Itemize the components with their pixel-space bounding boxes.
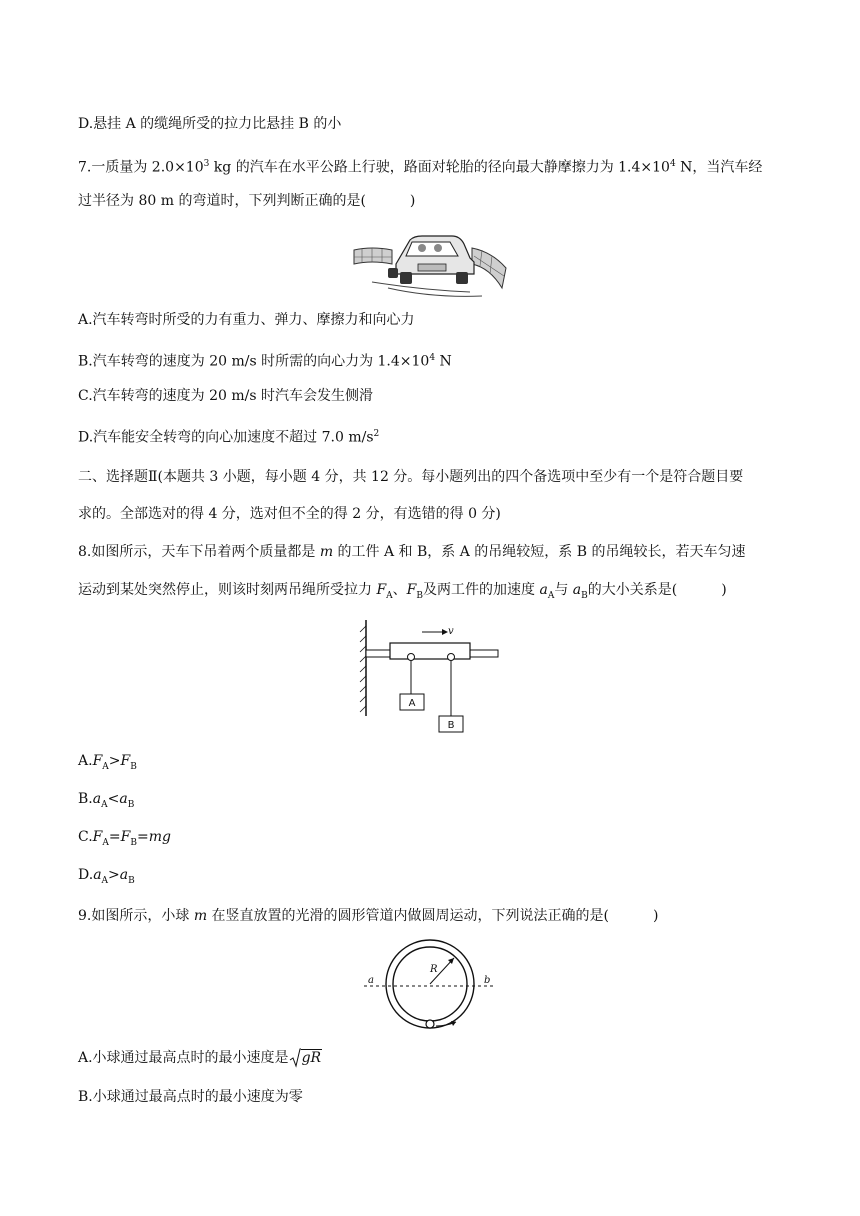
q8-opt-d-prefix: D. bbox=[78, 867, 94, 883]
q8-lt: < bbox=[107, 791, 120, 807]
q8-mass-symbol: m bbox=[319, 544, 334, 560]
q7-option-a: A.汽车转弯时所受的力有重力、弹力、摩擦力和向心力 bbox=[78, 312, 415, 328]
crane-figure bbox=[356, 618, 506, 736]
q8-sub-a: A bbox=[101, 875, 109, 886]
q9-close: ) bbox=[653, 908, 659, 924]
q7-stem-b: kg 的汽车在水平公路上行驶，路面对轮胎的径向最大静摩擦力为 1.4×10 bbox=[209, 159, 670, 176]
crane-diagram bbox=[356, 618, 506, 736]
q6-option-d: D.悬挂 A 的缆绳所受的拉力比悬挂 B 的小 bbox=[78, 116, 342, 132]
q8-accel-symbol: a bbox=[119, 867, 129, 883]
q8-stem-line1 bbox=[78, 542, 782, 562]
q8-eq: = bbox=[108, 829, 121, 845]
q8-line2-c: 的大小关系是( bbox=[587, 582, 678, 598]
q8-sub-b: B bbox=[128, 875, 135, 886]
label-r: R bbox=[430, 964, 438, 975]
q7-stem-line1 bbox=[78, 154, 782, 178]
q8-line1-a: 8.如图所示，天车下吊着两个质量都是 bbox=[78, 544, 320, 560]
q7-option-b bbox=[78, 348, 782, 372]
q8-gt: > bbox=[108, 753, 121, 769]
q8-option-d bbox=[78, 865, 782, 891]
velocity-label: v bbox=[448, 626, 454, 637]
q8-force-symbol: F bbox=[92, 753, 103, 769]
q7-option-c: C.汽车转弯的速度为 20 m/s 时汽车会发生侧滑 bbox=[78, 388, 374, 404]
q8-sub-b: B bbox=[130, 837, 137, 848]
q8-force-symbol: F bbox=[120, 753, 131, 769]
q7-option-b-unit: N bbox=[435, 353, 452, 370]
q8-option-c bbox=[78, 827, 782, 853]
q7-stem-line2-b: ) bbox=[409, 193, 416, 209]
q7-stem-line2-a: 过半径为 80 m 的弯道时，下列判断正确的是( bbox=[78, 193, 366, 209]
label-b: b bbox=[484, 975, 491, 986]
q8-sub-b: B bbox=[127, 799, 135, 810]
q8-sub-a: A bbox=[386, 590, 393, 601]
q7-option-d bbox=[78, 424, 782, 448]
q9-stem-b: 在竖直放置的光滑的圆形管道内做圆周运动，下列说法正确的是( bbox=[207, 908, 610, 924]
q8-mg: mg bbox=[148, 829, 171, 845]
q8-sub-a: A bbox=[547, 590, 555, 601]
q8-sub-b: B bbox=[130, 761, 137, 772]
q7-stem-line2 bbox=[78, 191, 782, 211]
q8-option-a bbox=[78, 751, 782, 777]
q8-sub-a: A bbox=[101, 799, 108, 810]
q8-sub-a: A bbox=[102, 761, 109, 772]
q8-accel-symbol: a bbox=[92, 791, 102, 807]
q8-sub-a: A bbox=[102, 837, 109, 848]
q8-line2-b: 及两工件的加速度 bbox=[423, 582, 540, 598]
q7-option-d-exp: 2 bbox=[373, 429, 380, 439]
q9-option-b: B.小球通过最高点时的最小速度为零 bbox=[78, 1089, 303, 1105]
q9-mass-symbol: m bbox=[193, 908, 208, 924]
q8-sep: 、 bbox=[392, 582, 407, 598]
q8-sub-b: B bbox=[416, 590, 424, 601]
q8-stem-line2 bbox=[78, 580, 782, 606]
q8-close: ) bbox=[721, 582, 727, 598]
circular-tube-diagram bbox=[360, 938, 500, 1034]
sqrt-icon bbox=[289, 1048, 301, 1068]
q9-option-a bbox=[78, 1048, 782, 1068]
q8-accel-symbol: a bbox=[119, 791, 128, 807]
q9-stem-a: 9.如图所示，小球 bbox=[78, 908, 194, 924]
q8-force-symbol: F bbox=[406, 582, 417, 598]
q8-line2-a: 运动到某处突然停止，则该时刻两吊绳所受拉力 bbox=[78, 582, 377, 598]
q7-exp-b: 4 bbox=[669, 159, 676, 169]
q8-force-symbol: F bbox=[376, 582, 387, 598]
q9-sqrt-content: gR bbox=[301, 1050, 322, 1066]
q7-option-b-text: B.汽车转弯的速度为 20 m/s 时所需的向心力为 1.4×10 bbox=[78, 353, 430, 370]
q8-opt-a-prefix: A. bbox=[78, 753, 93, 769]
q8-force-symbol: F bbox=[92, 829, 103, 845]
q8-opt-b-prefix: B. bbox=[78, 791, 93, 807]
box-b-label: B bbox=[447, 720, 455, 731]
q7-option-b-exp: 4 bbox=[429, 353, 436, 363]
label-a: a bbox=[368, 975, 374, 986]
q8-force-symbol: F bbox=[120, 829, 131, 845]
sqrt-expression bbox=[289, 1048, 323, 1068]
q8-accel-symbol: a bbox=[539, 582, 548, 598]
section2-line2: 求的。全部选对的得 4 分，选对但不全的得 2 分，有选错的得 0 分) bbox=[78, 506, 501, 522]
q8-eq: = bbox=[136, 829, 149, 845]
q7-exp-a: 3 bbox=[203, 159, 210, 169]
q8-and: 与 bbox=[554, 582, 573, 598]
car-turning-icon bbox=[352, 228, 508, 298]
q8-sub-b: B bbox=[581, 590, 588, 601]
car-turning-figure bbox=[352, 228, 508, 298]
box-a-label: A bbox=[408, 698, 416, 709]
q7-stem-a: 7.一质量为 2.0×10 bbox=[78, 159, 204, 176]
q8-accel-symbol: a bbox=[572, 582, 582, 598]
q7-stem-c: N，当汽车经 bbox=[675, 159, 763, 176]
q8-opt-c-prefix: C. bbox=[78, 829, 93, 845]
q7-option-d-text: D.汽车能安全转弯的向心加速度不超过 7.0 m/s bbox=[78, 429, 374, 446]
q8-gt: > bbox=[108, 867, 120, 883]
ball bbox=[426, 1020, 434, 1028]
q9-stem bbox=[78, 906, 782, 926]
q8-line1-b: 的工件 A 和 B，系 A 的吊绳较短，系 B 的吊绳较长，若天车匀速 bbox=[333, 544, 746, 560]
circular-tube-figure bbox=[360, 938, 500, 1034]
q9-option-a-text: A.小球通过最高点时的最小速度是 bbox=[78, 1050, 289, 1066]
section2-line1: 二、选择题Ⅱ(本题共 3 小题，每小题 4 分，共 12 分。每小题列出的四个备选项中至少有一个是符合题目要 bbox=[78, 469, 744, 485]
q8-option-b bbox=[78, 789, 782, 815]
q8-accel-symbol: a bbox=[93, 867, 102, 883]
